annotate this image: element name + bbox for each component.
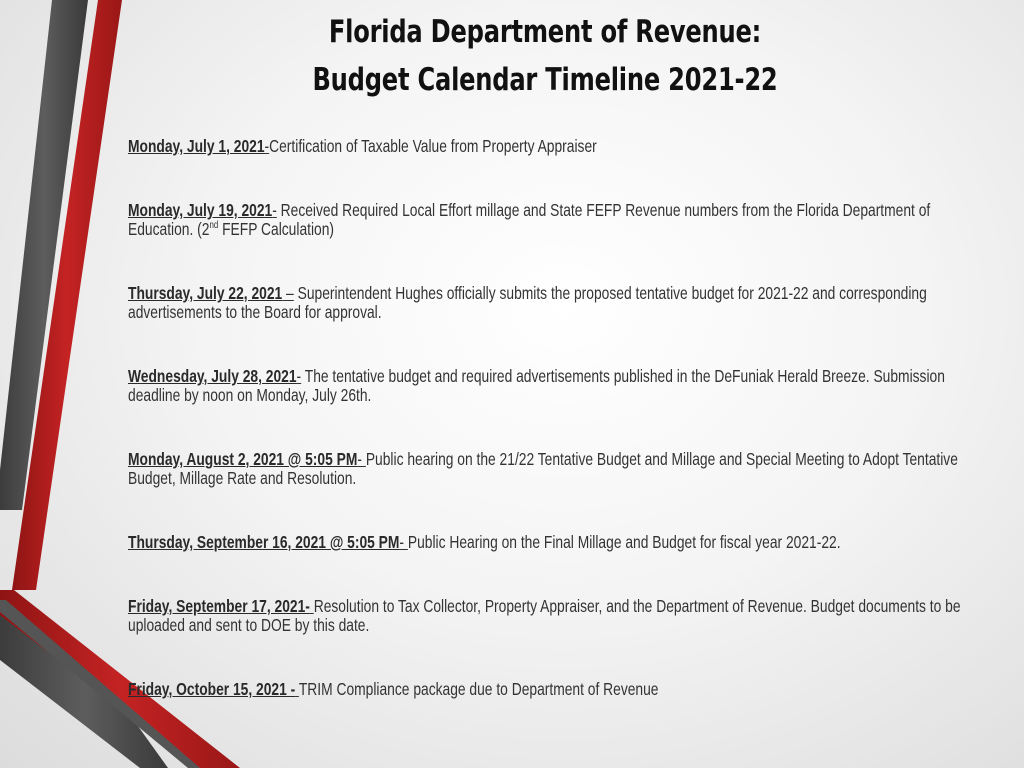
timeline-entry: Thursday, July 22, 2021 – Superintendent Hughes officially submits the proposed tentative budget for 2021-22 and corresponding advertisements to the Board for approval. <box>128 283 927 322</box>
entry-text: Resolution to Tax Collector, Property Appraiser, and the Department of Revenue. Budget documents to be uploaded and sent to DOE by this date. <box>128 596 961 635</box>
timeline-entry: Monday, August 2, 2021 @ 5:05 PM- Public hearing on the 21/22 Tentative Budget and Millage and Special Meeting to Adopt Tentative Budget, Millage Rate and Resolution. <box>128 449 958 488</box>
timeline-entry: Monday, July 19, 2021- Received Required Local Effort millage and State FEFP Revenue numbers from the Florida Department of Education. (2nd FEFP Calculation) <box>128 200 931 239</box>
entry-date: Friday, October 15, 2021 - <box>128 679 296 699</box>
entry-date: Thursday, July 22, 2021 <box>128 283 283 303</box>
entry-text: Certification of Taxable Value from Property Appraiser <box>269 136 597 156</box>
title-line-2: Budget Calendar Timeline 2021-22 <box>312 62 778 98</box>
entry-text: Received Required Local Effort millage and State FEFP Revenue numbers from the Florida Department of Education. (2 <box>128 200 931 239</box>
entry-date: Thursday, September 16, 2021 @ 5:05 PM <box>128 532 400 552</box>
entry-date: Monday, July 19, 2021 <box>128 200 273 220</box>
timeline-entry <box>128 680 965 699</box>
title-line-1: Florida Department of Revenue: <box>328 14 762 50</box>
entry-text: Superintendent Hughes officially submits the proposed tentative budget for 2021-22 and corresponding advertisements to the Board for approval. <box>128 283 927 322</box>
timeline-entry <box>128 597 965 635</box>
entry-text: Public hearing on the 21/22 Tentative Budget and Millage and Special Meeting to Adopt Tentative Budget, Millage Rate and Resolution. <box>128 449 958 488</box>
entry-date: Wednesday, July 28, 2021 <box>128 366 297 386</box>
entry-date: Friday, September 17, 2021- <box>128 596 310 616</box>
entry-text: TRIM Compliance package due to Department of Revenue <box>298 679 659 699</box>
slide-title <box>276 8 814 104</box>
timeline-entry: Wednesday, July 28, 2021- The tentative budget and required advertisements published in the DeFuniak Herald Breeze. Submission deadline by noon on Monday, July 26th. <box>128 366 945 405</box>
timeline-entry: Thursday, September 16, 2021 @ 5:05 PM- Public Hearing on the Final Millage and Budget for fiscal year 2021-22. <box>128 532 841 552</box>
timeline-entry: Monday, July 1, 2021-Certification of Taxable Value from Property Appraiser <box>128 136 597 156</box>
entry-text: Public Hearing on the Final Millage and Budget for fiscal year 2021-22. <box>407 532 841 552</box>
entry-text: The tentative budget and required advertisements published in the DeFuniak Herald Breeze. Submission deadline by noon on Monday, July 26th. <box>128 366 945 405</box>
entry-date: Monday, July 1, 2021 <box>128 136 265 156</box>
entry-date: Monday, August 2, 2021 @ 5:05 PM <box>128 449 358 469</box>
